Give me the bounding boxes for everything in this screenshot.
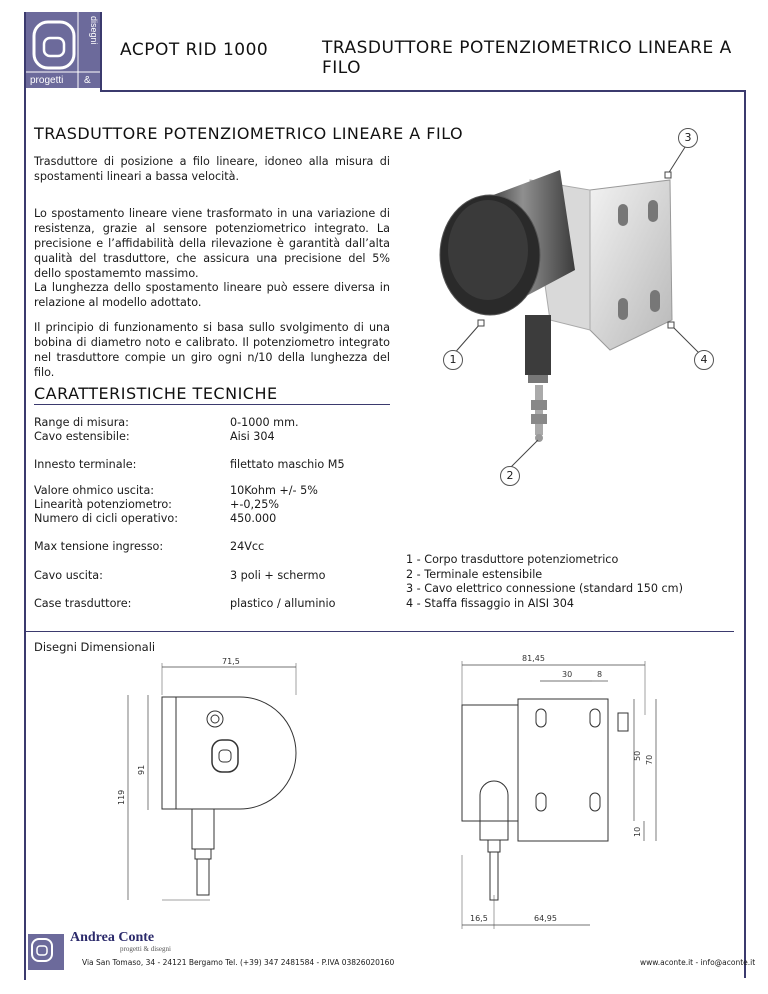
- callout-2: 2: [500, 466, 520, 486]
- company-logo: [26, 12, 100, 88]
- legend: [406, 553, 683, 611]
- spec-value-electrical: 10Kohm +/- 5% +-0,25% 450.000: [230, 484, 318, 525]
- logo-word-bottom: progetti: [30, 75, 64, 86]
- right-border: [744, 90, 746, 978]
- legend-item-3: 3 - Cavo elettrico connessione (standard 150 cm): [406, 582, 683, 595]
- dim-height-119: 119: [117, 789, 126, 805]
- dim-width-71: 71,5: [222, 657, 240, 666]
- intro-paragraph-4: Il principio di funzionamento si basa sullo svolgimento di una bobina di diametro noto e calibrato. Il potenziometro integrato nel trasduttore compie un giro ogni n/10 della lunghezza del filo.: [34, 321, 390, 379]
- spec-value-voltage: 24Vcc: [230, 540, 265, 553]
- dim-w30: 30: [562, 670, 573, 679]
- header-rule: [100, 90, 746, 92]
- spec-label-voltage: Max tensione ingresso:: [34, 540, 164, 553]
- footer-web: www.aconte.it - info@aconte.it: [640, 958, 756, 967]
- drawings-title: Disegni Dimensionali: [34, 640, 156, 654]
- callout-1: 1: [443, 350, 463, 370]
- product-illustration: [400, 120, 740, 490]
- footer-address: Via San Tomaso, 34 - 24121 Bergamo Tel. (+39) 347 2481584 - P.IVA 03826020160: [82, 958, 395, 967]
- intro-paragraph-1: Trasduttore di posizione a filo lineare, idoneo alla misura di spostamenti lineari a bassa velocità.: [34, 155, 390, 183]
- callout-4: 4: [694, 350, 714, 370]
- spec-value-terminal: filettato maschio M5: [230, 458, 345, 471]
- dim-h70: 70: [645, 754, 654, 765]
- intro-paragraph-2: Lo spostamento lineare viene trasformato in una variazione di resistenza, grazie al sensore potenziometrico integrato. La precisione e l’affidabilità della rilevazione è garantità dall’alta qualità del trasduttore, che assicura una precisione del 5% dello spostamemto massimo.: [34, 207, 390, 280]
- spec-value-case: plastico / alluminio: [230, 597, 336, 610]
- intro-paragraph-3: La lunghezza dello spostamento lineare può essere diversa in relazione al modello adottato.: [34, 281, 390, 309]
- dim-b64: 64,95: [534, 914, 557, 923]
- intro-title: TRASDUTTORE POTENZIOMETRICO LINEARE A FILO: [34, 124, 464, 143]
- header-divider: [100, 12, 102, 91]
- legend-item-1: 1 - Corpo trasduttore potenziometrico: [406, 553, 619, 566]
- footer-tagline: progetti & disegni: [120, 945, 171, 953]
- header-title: TRASDUTTORE POTENZIOMETRICO LINEARE A FILO: [322, 38, 732, 78]
- specs-title: CARATTERISTICHE TECNICHE: [34, 384, 278, 403]
- side-view-drawing: [450, 655, 660, 935]
- model-name: ACPOT RID 1000: [120, 40, 269, 60]
- spec-value-cable: 3 poli + schermo: [230, 569, 326, 582]
- spec-label-terminal: Innesto terminale:: [34, 458, 137, 471]
- dim-w8: 8: [597, 670, 603, 679]
- legend-item-4: 4 - Staffa fissaggio in AISI 304: [406, 596, 575, 610]
- spec-label-range: Range di misura: Cavo estensibile:: [34, 416, 130, 443]
- dim-width-81: 81,45: [522, 655, 545, 663]
- spec-label-electrical: Valore ohmico uscita: Linearità potenziometro: Numero di cicli operativo:: [34, 484, 178, 525]
- dim-b16: 16,5: [470, 914, 488, 923]
- front-view-drawing: [100, 655, 320, 935]
- spec-label-case: Case trasduttore:: [34, 597, 132, 610]
- footer-logo: [28, 934, 64, 970]
- logo-amp: &: [84, 75, 91, 86]
- specs-rule: [34, 404, 390, 405]
- logo-word-top: disegni: [89, 16, 99, 45]
- dim-height-91: 91: [137, 764, 146, 775]
- spec-value-range: 0-1000 mm. Aisi 304: [230, 416, 299, 443]
- legend-item-2: 2 - Terminale estensibile: [406, 567, 543, 581]
- callout-3: 3: [678, 128, 698, 148]
- footer-company: Andrea Conte: [70, 930, 155, 945]
- dim-h10: 10: [633, 826, 642, 837]
- spec-label-cable: Cavo uscita:: [34, 569, 103, 582]
- dim-h50: 50: [633, 750, 642, 761]
- section-divider: [26, 631, 734, 632]
